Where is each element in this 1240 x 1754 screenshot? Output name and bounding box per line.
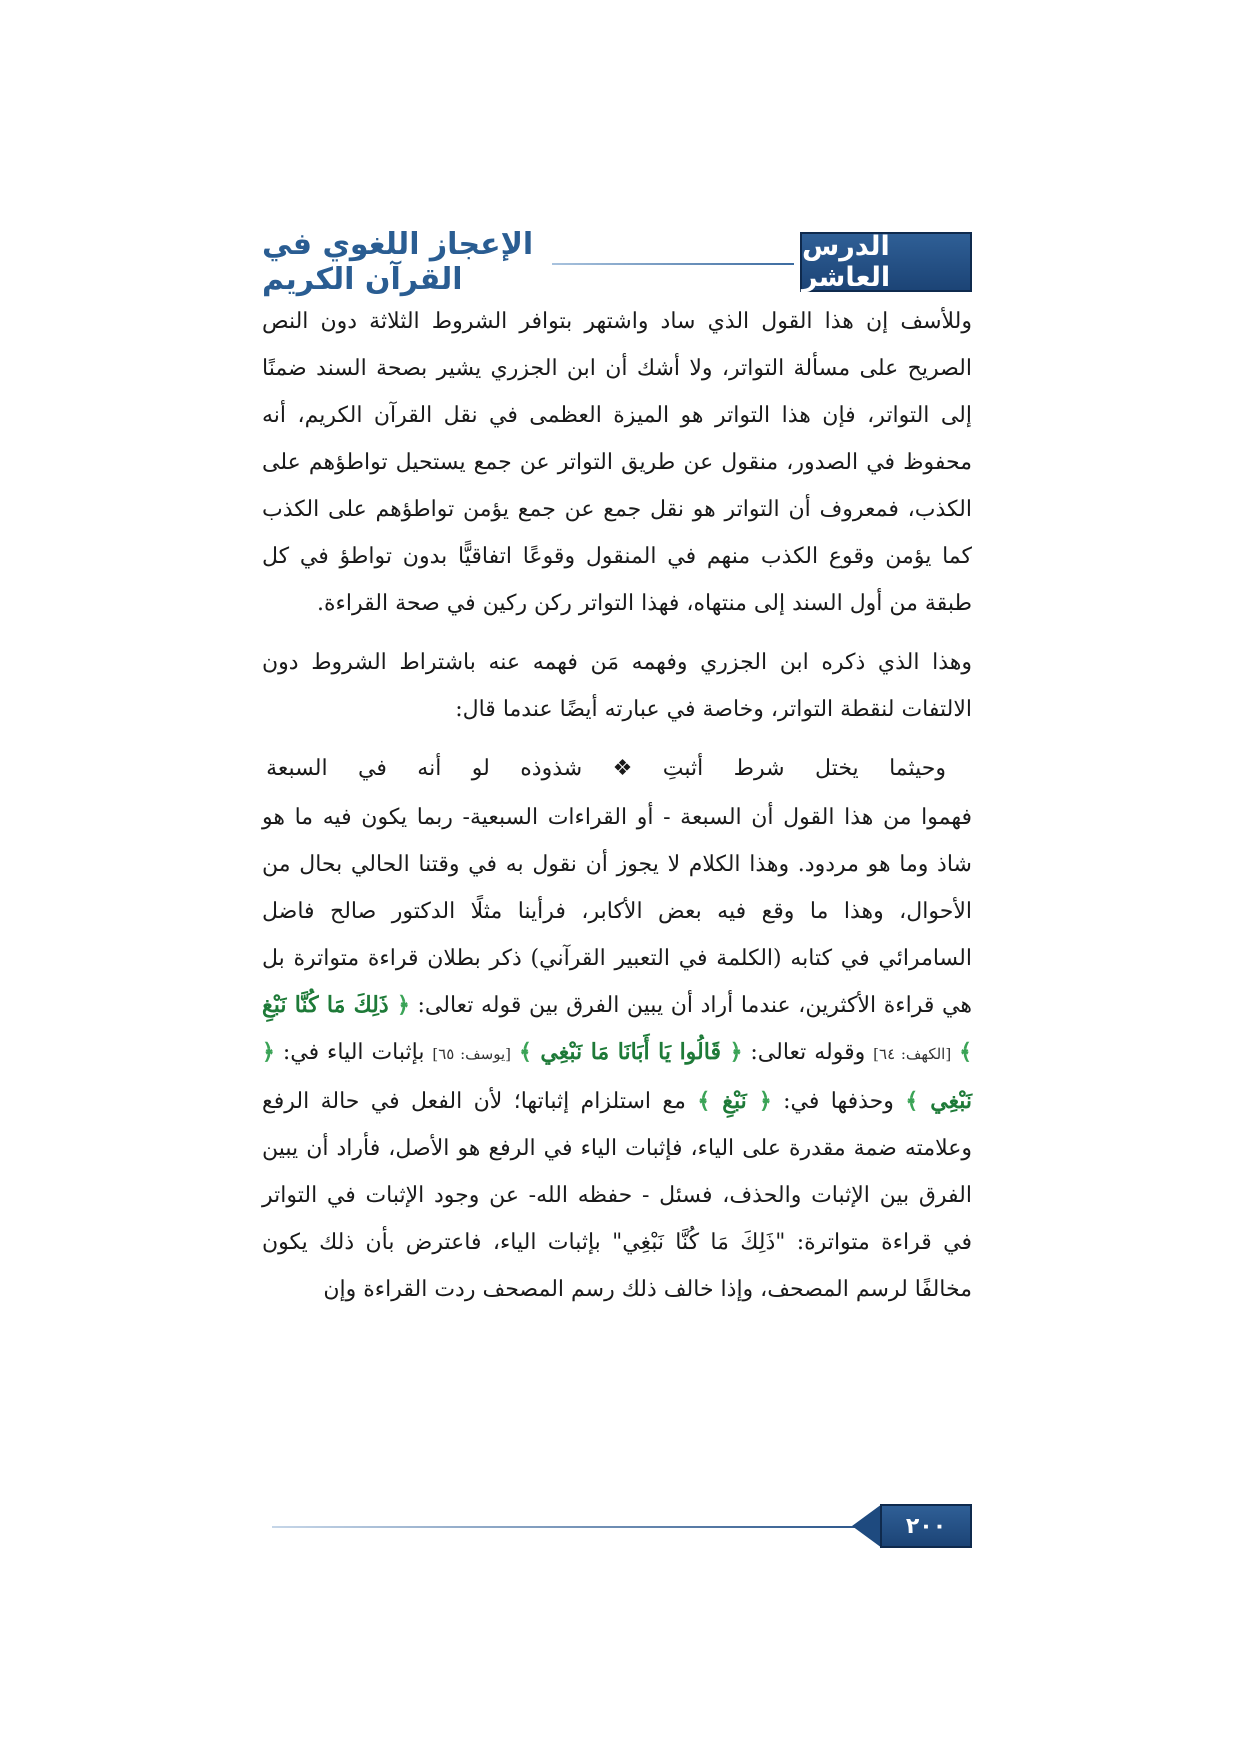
page-number: ٢٠٠ <box>880 1504 972 1548</box>
verse-word: لو <box>471 756 490 781</box>
page-body <box>262 298 972 1460</box>
surah-reference: [الكهف: ٦٤] <box>873 1045 952 1063</box>
quran-citation <box>519 1039 743 1065</box>
lesson-label: الدرس العاشر <box>800 232 972 292</box>
verse-word: في <box>358 756 387 781</box>
verse-word: يختل <box>815 756 859 781</box>
verse-word: أثبتِ <box>662 756 704 781</box>
body-text: مع استلزام إثباتها؛ لأن الفعل في حالة الرفع وعلامته ضمة مقدرة على الياء، فإثبات الياء في الرفع هو الأصل، فأراد أن يبين الفرق بين الإثبات والحذف، فسئل - حفظه الله- عن وجود الإثبات في التواتر في قراءة متواترة: "ذَلِكَ مَا كُنَّا نَبْغِي" بإثبات الياء، فاعترض بأن ذلك يكون مخالفًا لرسم المصحف، وإذا خالف ذلك رسم المصحف ردت القراءة وإن <box>262 1089 972 1302</box>
bracket-close: ﴾ <box>518 1039 532 1065</box>
book-title: الإعجاز اللغوي في القرآن الكريم <box>262 227 534 297</box>
verse-word: وحيثما <box>889 756 946 781</box>
quran-text: قَالُوا يَا أَبَانَا مَا نَبْغِي <box>540 1039 721 1065</box>
quran-text: نَبْغِ <box>722 1088 747 1114</box>
bracket-close: ﴾ <box>959 1039 973 1065</box>
footer-wedge <box>852 1504 882 1548</box>
verse-word: شرط <box>733 756 785 781</box>
verse-word: شذوذه <box>520 756 583 781</box>
bracket-close: ﴾ <box>905 1088 919 1114</box>
body-text: فهموا من هذا القول أن السبعة - أو القراءات السبعية- ربما يكون فيه ما هو شاذ وما هو مردود. وهذا الكلام لا يجوز أن نقول به في وقتنا الحالي بحال من الأحوال، وهذا ما وقع فيه بعض الأكابر، فرأينا مثلًا الدكتور صالح فاضل السامرائي في كتابه (الكلمة في التعبير القرآني) ذكر بطلان قراءة متواترة بل هي قراءة الأكثرين، عندما أراد أن يبين الفرق بين قوله تعالى: <box>262 805 972 1018</box>
verse-separator-icon: ❖ <box>612 756 633 781</box>
page-header <box>262 227 972 297</box>
poetry-verse <box>262 745 972 792</box>
quran-text: ذَلِكَ مَا كُنَّا نَبْغِ <box>262 992 389 1018</box>
verse-word: أنه <box>417 756 442 781</box>
bracket-open: ﴿ <box>729 1039 743 1065</box>
bracket-open: ﴿ <box>758 1088 772 1114</box>
body-text: وقوله تعالى: <box>750 1040 866 1065</box>
body-text: وحذفها في: <box>783 1089 894 1114</box>
bracket-close: ﴾ <box>697 1088 711 1114</box>
bracket-open: ﴿ <box>262 1039 275 1065</box>
paragraph-1: وللأسف إن هذا القول الذي ساد واشتهر بتوافر الشروط الثلاثة دون النص الصريح على مسألة التواتر، ولا أشك أن ابن الجزري يشير بصحة السند ضمنًا إلى التواتر، فإن هذا التواتر هو الميزة العظمى في نقل القرآن الكريم، أنه محفوظ في الصدور، منقول عن طريق التواتر عن جمع يستحيل تواطؤهم على الكذب، فمعروف أن التواتر هو نقل جمع عن جمع يؤمن تواطؤهم على الكذب كما يؤمن وقوع الكذب منهم في المنقول وقوعًا اتفاقيًّا بدون تواطؤ في كل طبقة من أول السند إلى منتهاه، فهذا التواتر ركن ركين في صحة القراءة. <box>262 309 972 616</box>
body-text: بإثبات الياء في: <box>282 1040 425 1065</box>
paragraph-3 <box>262 794 972 1313</box>
quran-citation <box>697 1088 771 1114</box>
quran-text: نَبْغِي <box>930 1088 972 1114</box>
surah-reference: [يوسف: ٦٥] <box>432 1045 511 1063</box>
paragraph-2: وهذا الذي ذكره ابن الجزري وفهمه مَن فهمه عنه باشتراط الشروط دون الالتفات لنقطة التواتر، وخاصة في عبارته أيضًا عندما قال: <box>262 650 972 722</box>
bracket-open: ﴿ <box>396 992 410 1018</box>
header-divider <box>552 263 794 265</box>
verse-word: السبعة <box>266 756 328 781</box>
footer-divider <box>272 1526 872 1528</box>
